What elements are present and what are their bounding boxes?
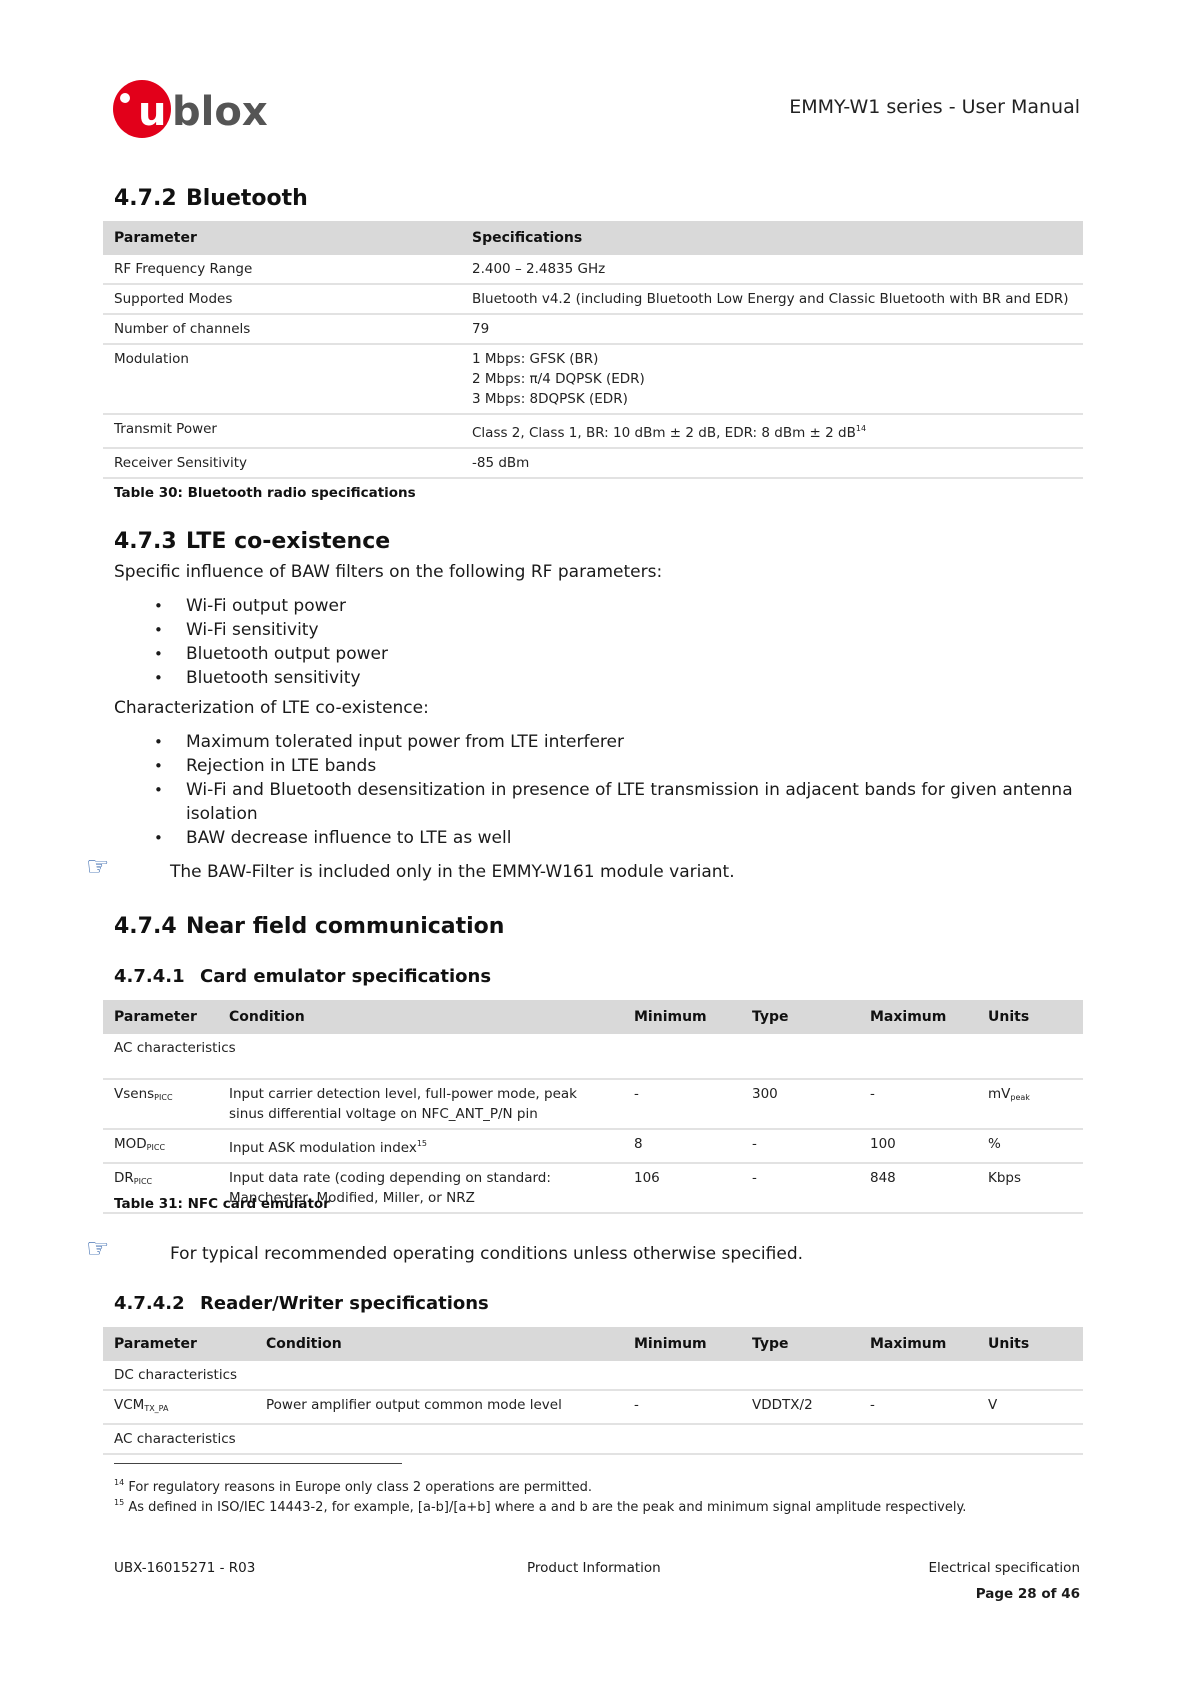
spec-cell: Bluetooth v4.2 (including Bluetooth Low Energy and Classic Bluetooth with BR and EDR) — [461, 284, 1083, 314]
card-emulator-table — [103, 1000, 1083, 1214]
param-cell: Number of channels — [103, 314, 461, 344]
table-row — [103, 1129, 1083, 1163]
list-item: • Wi-Fi and Bluetooth desensitization in presence of LTE transmission in adjacent bands for given antenna isolation — [114, 778, 1084, 826]
max-cell: 848 — [859, 1163, 977, 1213]
column-header: Type — [741, 1327, 859, 1361]
spec-text: Class 2, Class 1, BR: 10 dBm ± 2 dB, EDR: 8 dBm ± 2 dB — [472, 425, 856, 441]
footnote — [114, 1478, 592, 1495]
param-name: DR — [114, 1170, 134, 1186]
footer-page-number: Page 28 of 46 — [975, 1586, 1080, 1602]
type-cell: - — [741, 1163, 859, 1213]
param-subscript: PICC — [146, 1143, 166, 1152]
table-row — [103, 314, 1083, 344]
param-name: Vsens — [114, 1086, 155, 1102]
column-header: Specifications — [461, 221, 1083, 255]
unit-cell: V — [977, 1390, 1083, 1424]
column-header: Parameter — [103, 1000, 218, 1034]
subsection-title: Reader/Writer specifications — [200, 1293, 489, 1314]
spec-cell — [461, 344, 1083, 414]
type-cell: 300 — [741, 1079, 859, 1129]
list-item: • Bluetooth sensitivity — [114, 666, 1094, 690]
lte-params-list — [114, 594, 1094, 690]
list-item: • Wi-Fi sensitivity — [114, 618, 1094, 642]
spec-cell: 2.400 – 2.4835 GHz — [461, 255, 1083, 284]
document-title: EMMY-W1 series - User Manual — [789, 96, 1080, 118]
lte-intro: Specific influence of BAW filters on the following RF parameters: — [114, 562, 663, 582]
subsection-number: 4.7.4.2 — [114, 1293, 185, 1314]
table-caption: Table 30: Bluetooth radio specifications — [114, 485, 416, 501]
spec-line: 3 Mbps: 8DQPSK (EDR) — [472, 391, 628, 407]
table-group-row — [103, 1424, 1083, 1454]
min-cell: 8 — [623, 1129, 741, 1163]
param-cell — [103, 1129, 218, 1163]
column-header: Condition — [255, 1327, 623, 1361]
table-header-row — [103, 1327, 1083, 1361]
footnote — [114, 1498, 966, 1515]
section-heading-bluetooth — [114, 186, 308, 211]
note-text: The BAW-Filter is included only in the EMMY-W161 module variant. — [170, 862, 735, 882]
param-cell: Receiver Sensitivity — [103, 448, 461, 478]
param-cell: RF Frequency Range — [103, 255, 461, 284]
type-cell: - — [741, 1129, 859, 1163]
section-heading-nfc — [114, 914, 504, 939]
table-row — [103, 255, 1083, 284]
condition-cell: Power amplifier output common mode level — [255, 1390, 623, 1424]
footer-status: Product Information — [527, 1560, 661, 1576]
list-item: • Bluetooth output power — [114, 642, 1094, 666]
spec-cell: 79 — [461, 314, 1083, 344]
condition-cell — [218, 1129, 623, 1163]
max-cell: - — [859, 1079, 977, 1129]
unit-cell — [977, 1079, 1083, 1129]
spec-cell: -85 dBm — [461, 448, 1083, 478]
footnote-number: 15 — [114, 1498, 125, 1507]
column-header: Maximum — [859, 1327, 977, 1361]
pointing-hand-icon: ☞ — [86, 1234, 110, 1264]
section-title: LTE co-existence — [186, 529, 391, 554]
param-cell: Modulation — [103, 344, 461, 414]
bluetooth-spec-table — [103, 221, 1083, 479]
table-header-row — [103, 221, 1083, 255]
table-group-row — [103, 1034, 1083, 1079]
condition-cell: Input data rate (coding depending on standard: Manchester, Modified, Miller, or NRZ — [218, 1163, 623, 1213]
param-cell: Supported Modes — [103, 284, 461, 314]
min-cell: - — [623, 1390, 741, 1424]
footnote-ref[interactable]: 14 — [855, 424, 867, 433]
section-title: Near field communication — [186, 914, 505, 939]
spec-line: 2 Mbps: π/4 DQPSK (EDR) — [472, 371, 645, 387]
table-row — [103, 344, 1083, 414]
footnote-text: As defined in ISO/IEC 14443-2, for example, [a-b]/[a+b] where a and b are the peak and minimum signal amplitude respectively. — [128, 1500, 967, 1515]
unit-text: mV — [988, 1086, 1011, 1102]
section-number: 4.7.4 — [114, 914, 177, 939]
table-caption: Table 31: NFC card emulator — [114, 1196, 330, 1212]
max-cell: - — [859, 1390, 977, 1424]
column-header: Maximum — [859, 1000, 977, 1034]
table-group-row — [103, 1361, 1083, 1390]
lte-char-intro: Characterization of LTE co-existence: — [114, 698, 429, 718]
column-header: Parameter — [103, 221, 461, 255]
lte-chars-list — [114, 730, 1084, 850]
ublox-logo — [112, 78, 282, 140]
subsection-number: 4.7.4.1 — [114, 966, 185, 987]
svg-text:u: u — [138, 89, 167, 135]
max-cell: 100 — [859, 1129, 977, 1163]
param-name: VCM — [114, 1397, 145, 1413]
param-name: MOD — [114, 1136, 147, 1152]
unit-cell: % — [977, 1129, 1083, 1163]
section-number: 4.7.2 — [114, 186, 177, 211]
min-cell: - — [623, 1079, 741, 1129]
param-subscript: PICC — [154, 1093, 173, 1102]
param-cell — [103, 1079, 218, 1129]
subsection-heading-reader — [114, 1293, 489, 1314]
note-text: For typical recommended operating conditions unless otherwise specified. — [170, 1244, 804, 1264]
param-cell — [103, 1390, 255, 1424]
list-item: • Wi-Fi output power — [114, 594, 1094, 618]
table-header-row — [103, 1000, 1083, 1034]
group-label: DC characteristics — [103, 1361, 1083, 1390]
column-header: Units — [977, 1000, 1083, 1034]
param-subscript: TX_PA — [144, 1404, 169, 1413]
footnote-number: 14 — [114, 1478, 125, 1487]
spec-line: 1 Mbps: GFSK (BR) — [472, 351, 599, 367]
reader-writer-table — [103, 1327, 1083, 1455]
table-row — [103, 1390, 1083, 1424]
table-row — [103, 1079, 1083, 1129]
footer-section: Electrical specification — [928, 1560, 1080, 1576]
group-label: AC characteristics — [103, 1034, 1083, 1079]
type-cell: VDDTX/2 — [741, 1390, 859, 1424]
footnote-ref[interactable]: 15 — [416, 1139, 428, 1148]
unit-cell: Kbps — [977, 1163, 1083, 1213]
section-title: Bluetooth — [186, 186, 308, 211]
unit-subscript: peak — [1010, 1093, 1030, 1102]
param-subscript: PICC — [133, 1177, 153, 1186]
subsection-heading-card — [114, 966, 491, 987]
table-row — [103, 284, 1083, 314]
condition-cell: Input carrier detection level, full-power mode, peak sinus differential voltage on NFC_ANT_P/N pin — [218, 1079, 623, 1129]
min-cell: 106 — [623, 1163, 741, 1213]
list-item: • Rejection in LTE bands — [114, 754, 1084, 778]
column-header: Parameter — [103, 1327, 255, 1361]
column-header: Type — [741, 1000, 859, 1034]
footnote-text: For regulatory reasons in Europe only class 2 operations are permitted. — [128, 1480, 592, 1495]
section-number: 4.7.3 — [114, 529, 177, 554]
group-label: AC characteristics — [103, 1424, 1083, 1454]
section-heading-lte — [114, 529, 390, 554]
spec-cell — [461, 414, 1083, 448]
column-header: Condition — [218, 1000, 623, 1034]
pointing-hand-icon: ☞ — [86, 852, 110, 882]
footnote-rule — [114, 1463, 402, 1464]
table-row — [103, 448, 1083, 478]
param-cell: Transmit Power — [103, 414, 461, 448]
column-header: Units — [977, 1327, 1083, 1361]
subsection-title: Card emulator specifications — [200, 966, 492, 987]
table-row — [103, 414, 1083, 448]
footer-doc-id: UBX-16015271 - R03 — [114, 1560, 256, 1576]
condition-text: Input ASK modulation index — [229, 1140, 417, 1156]
list-item: • Maximum tolerated input power from LTE interferer — [114, 730, 1084, 754]
column-header: Minimum — [623, 1327, 741, 1361]
svg-text:blox: blox — [172, 89, 268, 135]
column-header: Minimum — [623, 1000, 741, 1034]
list-item: • BAW decrease influence to LTE as well — [114, 826, 1084, 850]
